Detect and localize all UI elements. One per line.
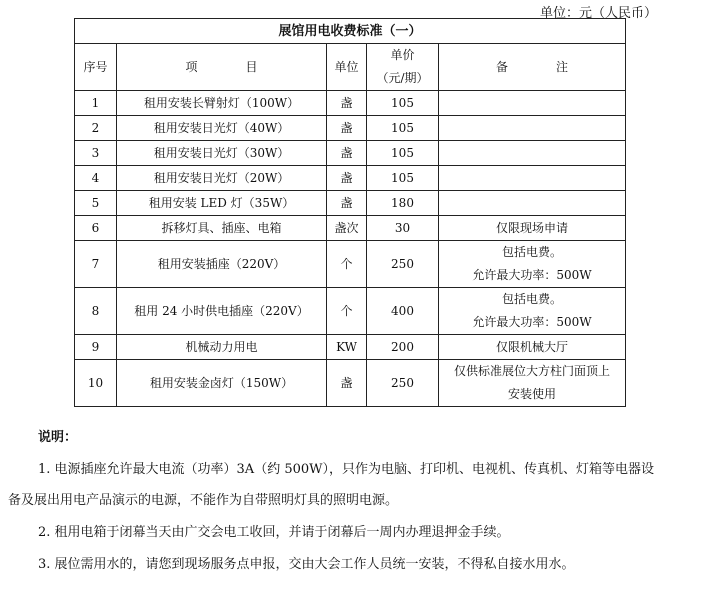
row-price: 105 [367, 141, 439, 166]
row-seq: 7 [75, 241, 117, 288]
row-seq: 8 [75, 288, 117, 335]
row-item: 租用安装日光灯（20W） [117, 166, 327, 191]
row-remark-line: 包括电费。 [502, 245, 563, 259]
row-item: 租用 24 小时供电插座（220V） [117, 288, 327, 335]
row-remark-line: 允许最大功率：500W [472, 315, 592, 329]
header-price [367, 44, 439, 91]
row-price: 180 [367, 191, 439, 216]
row-remark [439, 360, 626, 407]
row-remark [439, 335, 626, 360]
table-row [75, 335, 626, 360]
row-item: 租用安装日光灯（30W） [117, 141, 327, 166]
row-price: 250 [367, 360, 439, 407]
table-row [75, 241, 626, 288]
row-remark-line: 仅供标准展位大方柱门面顶上 [454, 364, 611, 378]
table-header-row [75, 44, 626, 91]
header-price-line1: 单价 [390, 48, 415, 62]
row-seq: 5 [75, 191, 117, 216]
note-line-1-continued: 备及展出用电产品演示的电源，不能作为自带照明灯具的照明电源。 [8, 493, 399, 508]
table-row [75, 360, 626, 407]
table-row [75, 91, 626, 116]
row-remark-line: 安装使用 [508, 387, 557, 401]
table-row [75, 288, 626, 335]
currency-unit-label: 单位：元（人民币） [540, 6, 658, 21]
row-remark-line: 包括电费。 [502, 292, 563, 306]
header-price-line2: （元/期） [376, 71, 429, 85]
row-remark-line: 仅限机械大厅 [496, 339, 569, 354]
row-item: 机械动力用电 [117, 335, 327, 360]
row-unit: KW [327, 335, 367, 360]
row-seq: 10 [75, 360, 117, 407]
row-unit: 盏 [327, 166, 367, 191]
table-row [75, 116, 626, 141]
row-item: 租用安装插座（220V） [117, 241, 327, 288]
row-unit: 个 [327, 241, 367, 288]
row-remark [439, 191, 626, 216]
row-price: 400 [367, 288, 439, 335]
row-unit: 盏 [327, 360, 367, 407]
row-remark [439, 141, 626, 166]
table-body [75, 91, 626, 407]
row-unit: 盏次 [327, 216, 367, 241]
note-line-3: 3. 展位需用水的，请您到现场服务点申报，交由大会工作人员统一安装，不得私自接水用水。 [38, 557, 575, 572]
note-line-1: 1. 电源插座允许最大电流（功率）3A（约 500W），只作为电脑、打印机、电视机、传真机、灯箱等电器设 [38, 462, 655, 477]
row-seq: 6 [75, 216, 117, 241]
header-seq: 序号 [75, 44, 117, 91]
row-unit: 个 [327, 288, 367, 335]
header-remark: 备 注 [439, 44, 626, 91]
table-row [75, 216, 626, 241]
row-item: 拆移灯具、插座、电箱 [117, 216, 327, 241]
notes-title: 说明： [38, 430, 78, 445]
row-price: 200 [367, 335, 439, 360]
row-unit: 盏 [327, 141, 367, 166]
row-item: 租用安装金卤灯（150W） [117, 360, 327, 407]
row-price: 105 [367, 116, 439, 141]
row-remark [439, 216, 626, 241]
row-price: 250 [367, 241, 439, 288]
row-remark [439, 91, 626, 116]
row-remark [439, 116, 626, 141]
row-price: 105 [367, 91, 439, 116]
row-seq: 2 [75, 116, 117, 141]
note-line-2: 2. 租用电箱于闭幕当天由广交会电工收回，并请于闭幕后一周内办理退押金手续。 [38, 525, 510, 540]
row-unit: 盏 [327, 91, 367, 116]
row-item: 租用安装长臂射灯（100W） [117, 91, 327, 116]
row-price: 30 [367, 216, 439, 241]
row-item: 租用安装 LED 灯（35W） [117, 191, 327, 216]
row-remark [439, 288, 626, 335]
row-seq: 4 [75, 166, 117, 191]
header-item: 项 目 [117, 44, 327, 91]
table-row [75, 166, 626, 191]
table-title: 展馆用电收费标准（一） [75, 19, 626, 44]
row-price: 105 [367, 166, 439, 191]
row-remark-line: 仅限现场申请 [496, 220, 569, 235]
electricity-fee-table [74, 18, 626, 407]
row-unit: 盏 [327, 191, 367, 216]
row-unit: 盏 [327, 116, 367, 141]
table-row [75, 141, 626, 166]
row-seq: 3 [75, 141, 117, 166]
row-seq: 9 [75, 335, 117, 360]
row-remark-line: 允许最大功率：500W [472, 268, 592, 282]
row-remark [439, 166, 626, 191]
row-remark [439, 241, 626, 288]
header-unit: 单位 [327, 44, 367, 91]
row-seq: 1 [75, 91, 117, 116]
table-row [75, 191, 626, 216]
row-item: 租用安装日光灯（40W） [117, 116, 327, 141]
